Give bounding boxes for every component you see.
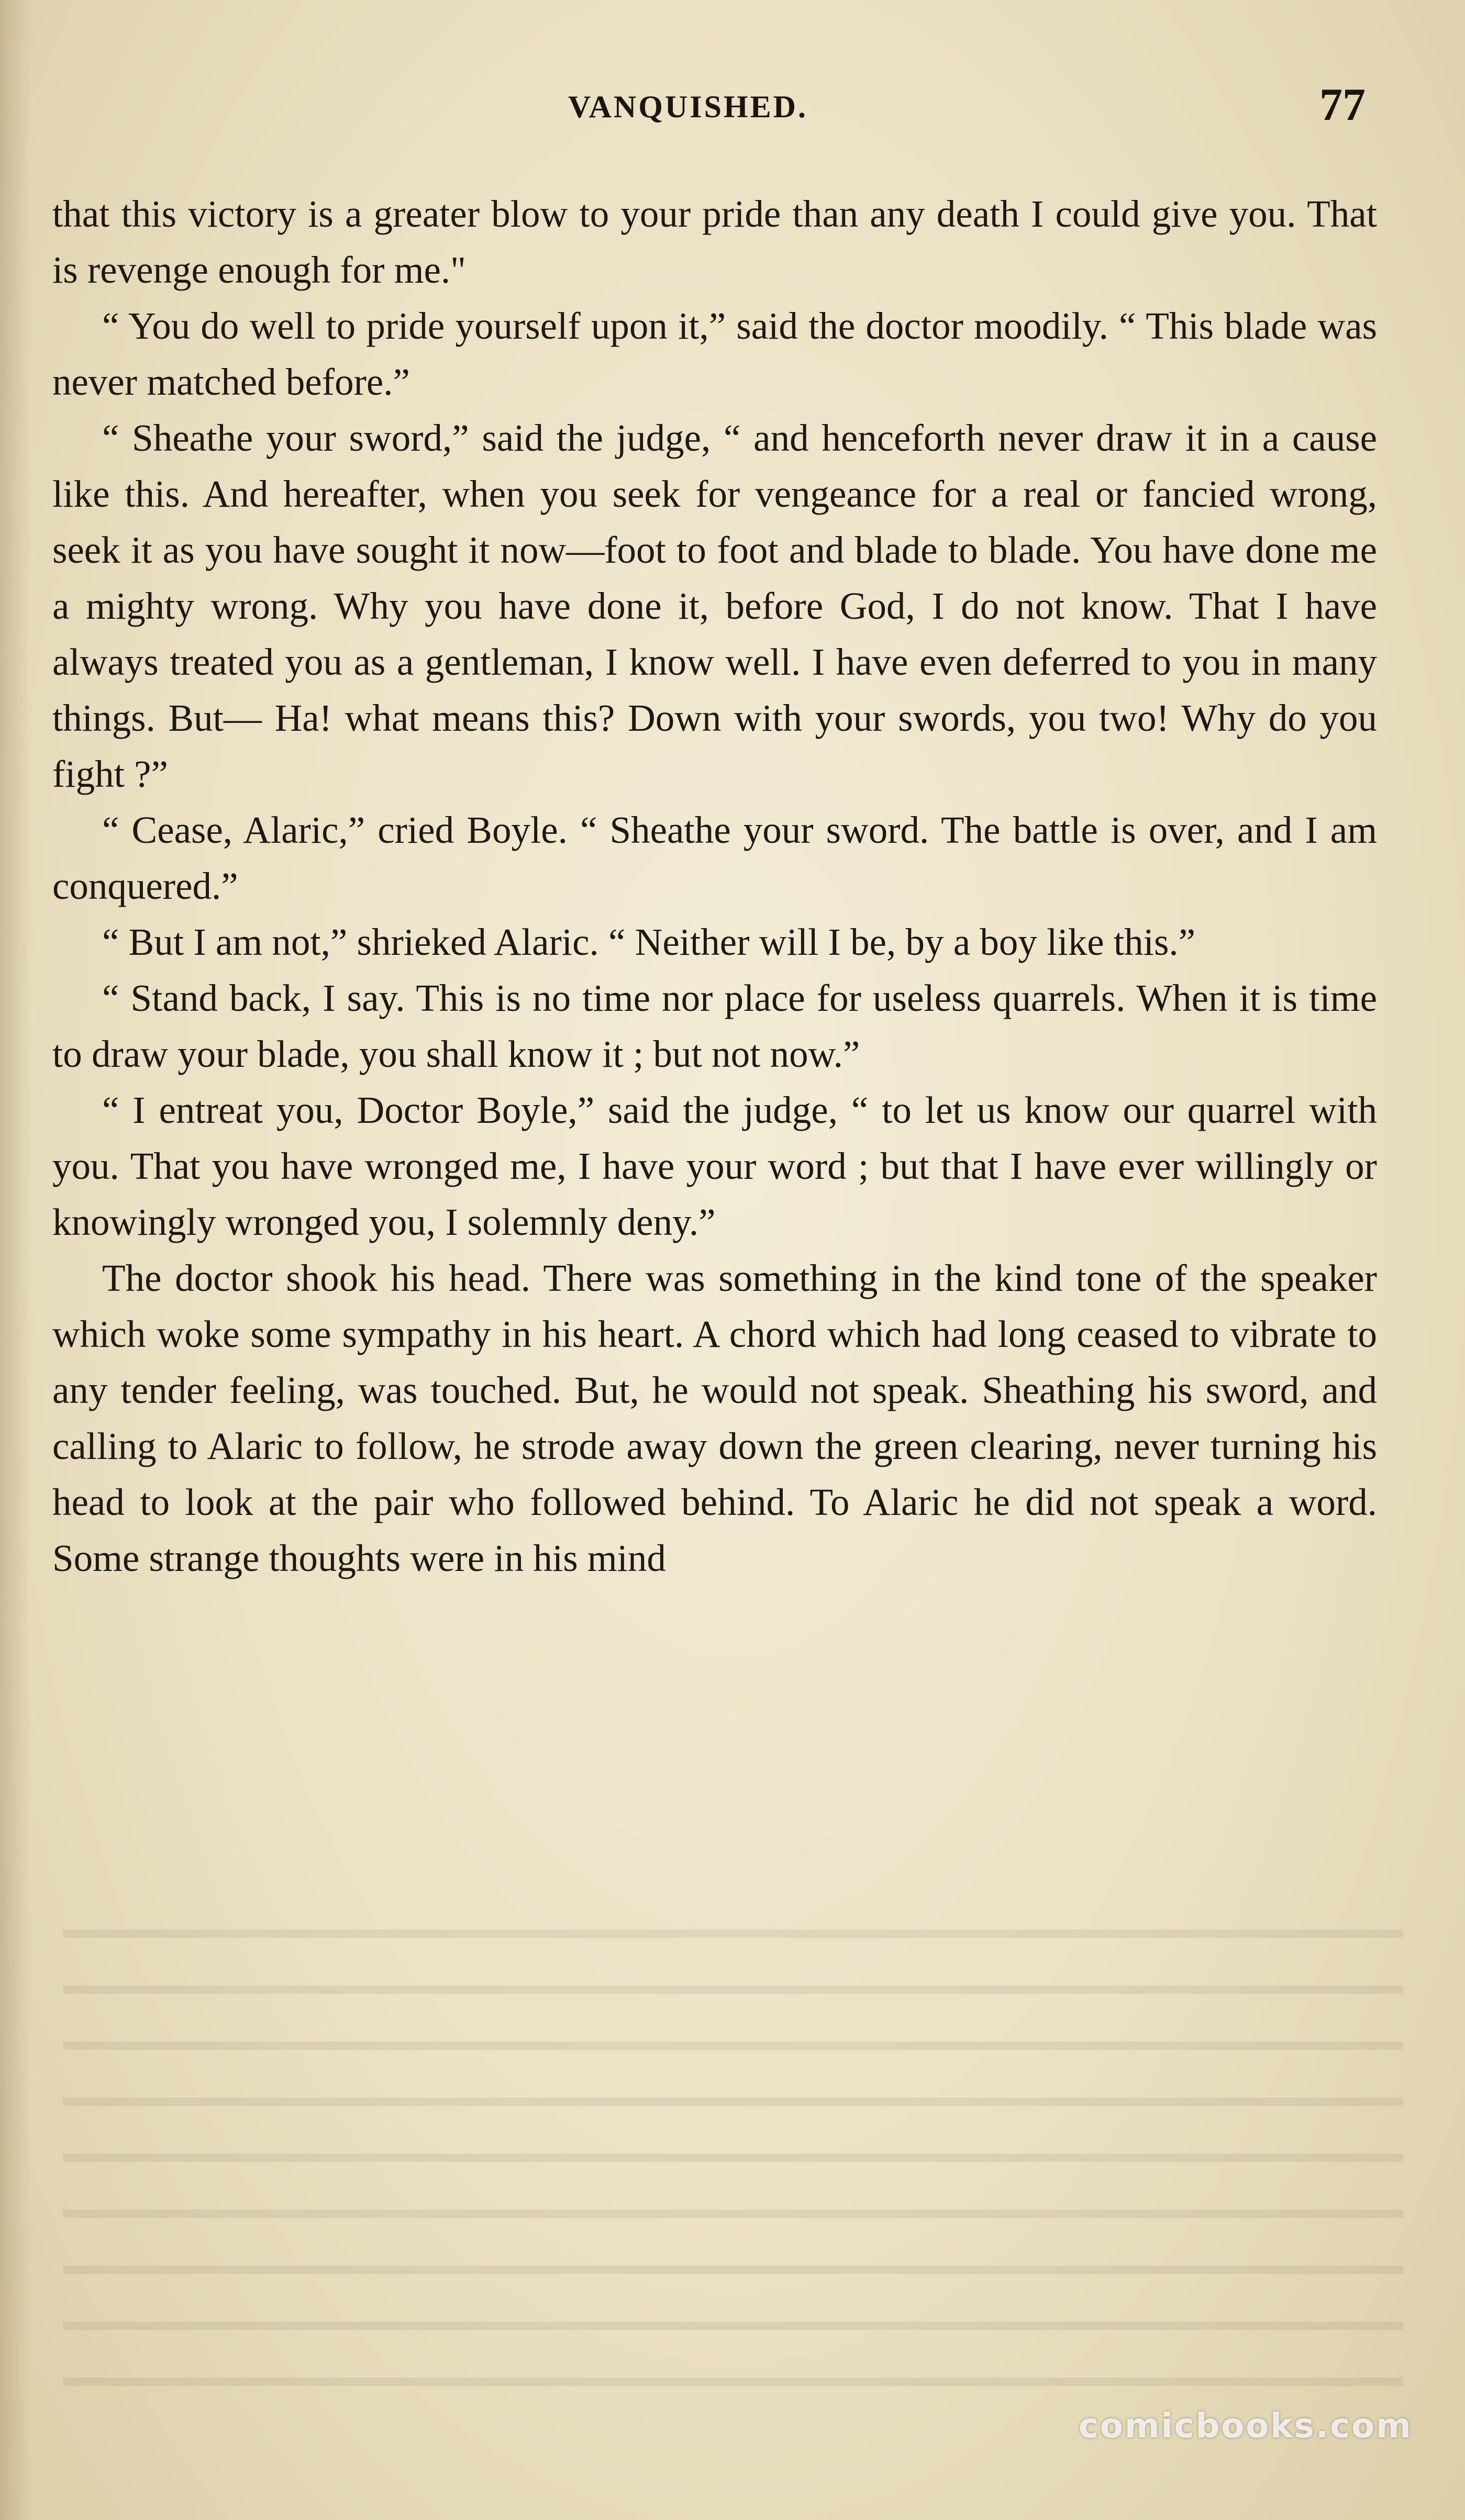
running-head: VANQUISHED. (568, 90, 808, 124)
body-text (52, 186, 1377, 1586)
paragraph: “ Cease, Alaric,” cried Boyle. “ Sheathe your sword. The battle is over, and I am conquered.” (52, 809, 1377, 907)
page-number: 77 (1319, 80, 1366, 130)
paragraph: “ Stand back, I say. This is no time nor place for useless quarrels. When it is time to draw your blade, you shall know it ; but not now.” (52, 977, 1377, 1075)
page-header (0, 79, 1465, 136)
paragraph: “ You do well to pride yourself upon it,” said the doctor moodily. “ This blade was never matched before.” (52, 305, 1377, 403)
paragraph: The doctor shook his head. There was something in the kind tone of the speaker which woke some sympathy in his heart. A chord which had long ceased to vibrate to any tender feeling, was touched. But, he would not speak. Sheathing his sword, and calling to Alaric to follow, he strode away down the green clearing, never turning his head to look at the pair who followed behind. To Alaric he did not speak a word. Some strange thoughts were in his mind (52, 1257, 1377, 1579)
paragraph: “ I entreat you, Doctor Boyle,” said the judge, “ to let us know our quarrel with you. That you have wronged me, I have your word ; but that I have ever willingly or knowingly wronged you, I solemnly deny.” (52, 1089, 1377, 1243)
paragraph: “ Sheathe your sword,” said the judge, “ and henceforth never draw it in a cause like this. And hereafter, when you seek for vengeance for a real or fancied wrong, seek it as you have sought it now—foot to foot and blade to blade. You have done me a mighty wrong. Why you have done it, before God, I do not know. That I have always treated you as a gentleman, I know well. I have even deferred to you in many things. But— Ha! what means this? Down with your swords, you two! Why do you fight ?” (52, 417, 1377, 795)
show-through-from-reverse-page (63, 1905, 1403, 2429)
paragraph: “ But I am not,” shrieked Alaric. “ Neither will I be, by a boy like this.” (102, 921, 1196, 963)
page-edge-shadow (0, 0, 31, 2520)
paragraph-continuation: that this victory is a greater blow to your pride than any death I could give you. That is revenge enough for me." (52, 193, 1377, 291)
watermark: comicbooks.com (1079, 2407, 1413, 2446)
